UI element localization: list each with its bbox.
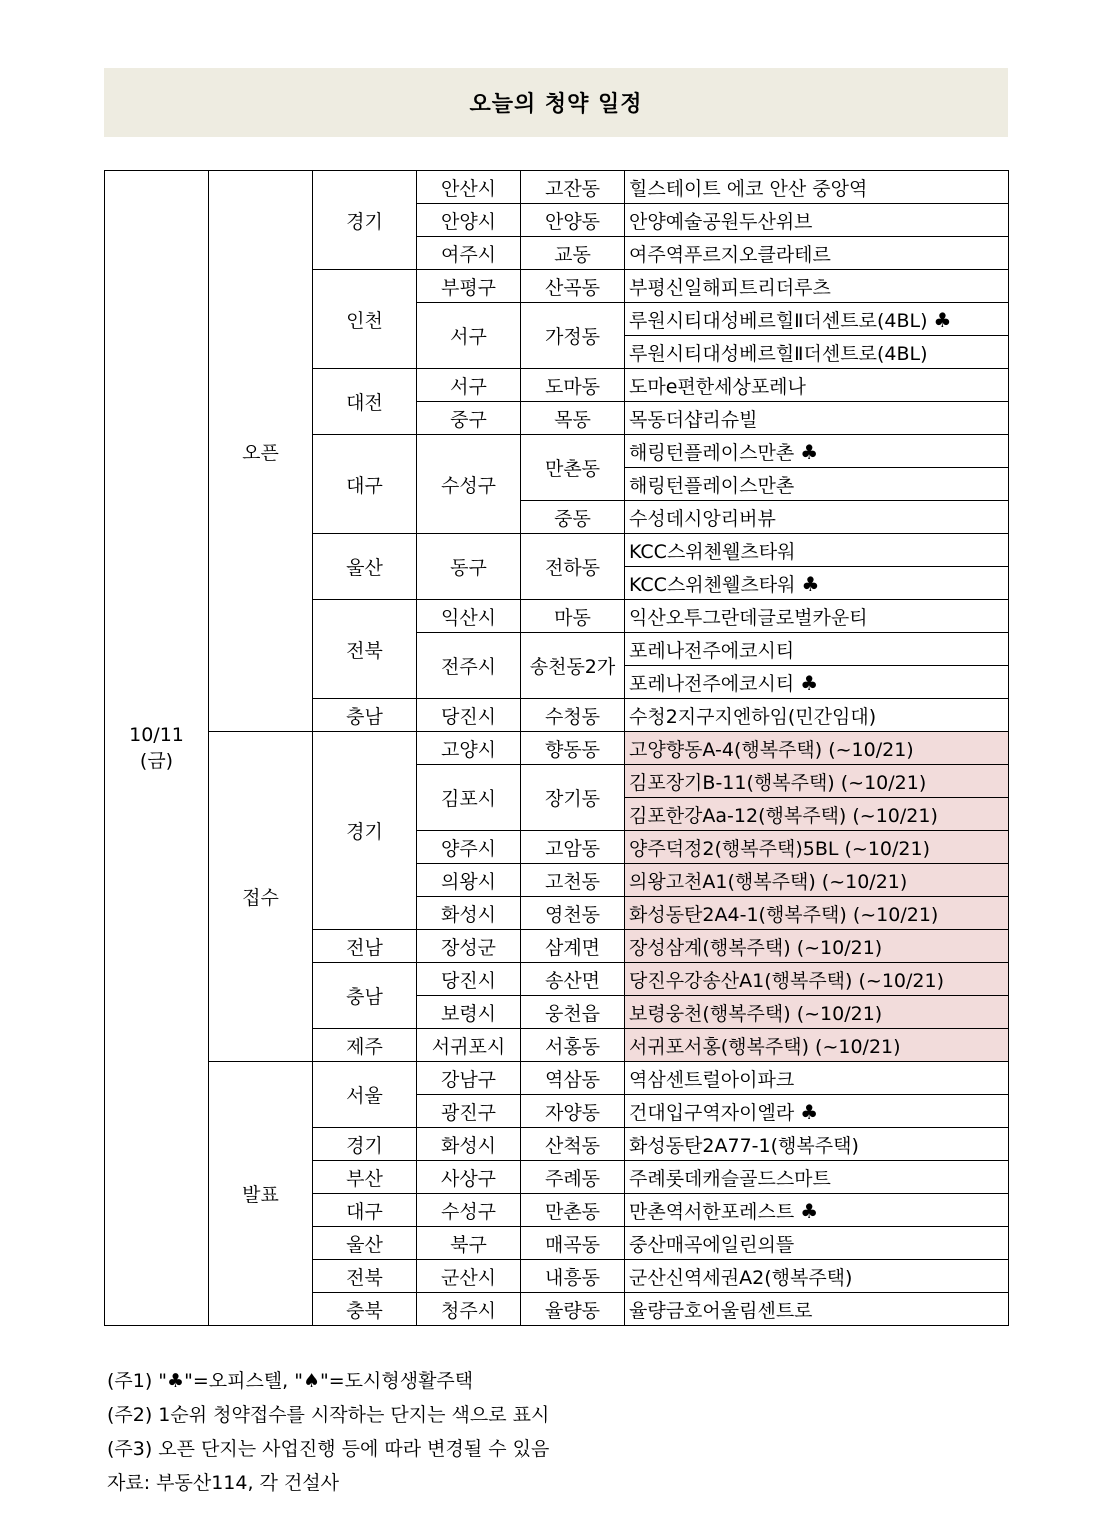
- complex-name-cell: [625, 930, 1009, 963]
- complex-name: 김포한강Aa-12(행복주택) (~10/21): [629, 804, 938, 827]
- city-cell: 김포시: [417, 765, 521, 831]
- city-cell: 서구: [417, 369, 521, 402]
- dong-cell: 안양동: [521, 204, 625, 237]
- dong-cell: 산척동: [521, 1128, 625, 1161]
- dong-cell: 목동: [521, 402, 625, 435]
- dong-cell: 전하동: [521, 534, 625, 600]
- dong-cell: 수청동: [521, 699, 625, 732]
- status-cell: 접수: [209, 732, 313, 1062]
- complex-name-cell: [625, 270, 1009, 303]
- complex-name-cell: [625, 1062, 1009, 1095]
- province-cell: 충북: [313, 1293, 417, 1326]
- complex-name-cell: [625, 1029, 1009, 1062]
- city-cell: 당진시: [417, 963, 521, 996]
- city-cell: 화성시: [417, 897, 521, 930]
- province-cell: 제주: [313, 1029, 417, 1062]
- dong-cell: 향동동: [521, 732, 625, 765]
- table-row: [105, 1062, 1009, 1095]
- province-cell: 경기: [313, 1128, 417, 1161]
- city-cell: 북구: [417, 1227, 521, 1260]
- complex-name: 익산오투그란데글로벌카운티: [629, 606, 868, 629]
- status-cell: 발표: [209, 1062, 313, 1326]
- dong-cell: 삼계면: [521, 930, 625, 963]
- complex-name: 해링턴플레이스만촌: [629, 474, 795, 497]
- province-cell: 전북: [313, 1260, 417, 1293]
- schedule-table: [104, 170, 1009, 1326]
- city-cell: 청주시: [417, 1293, 521, 1326]
- complex-name: 중산매곡에일린의뜰: [629, 1233, 795, 1256]
- complex-name: KCC스위첸웰츠타워: [629, 573, 796, 596]
- complex-name-cell: [625, 1194, 1009, 1227]
- complex-name-cell: [625, 600, 1009, 633]
- city-cell: 동구: [417, 534, 521, 600]
- dong-cell: 서홍동: [521, 1029, 625, 1062]
- city-cell: 장성군: [417, 930, 521, 963]
- city-cell: 부평구: [417, 270, 521, 303]
- complex-name: 만촌역서한포레스트: [629, 1200, 795, 1223]
- city-cell: 광진구: [417, 1095, 521, 1128]
- dong-cell: 마동: [521, 600, 625, 633]
- source-note: 자료: 부동산114, 각 건설사: [107, 1472, 340, 1494]
- complex-name-cell: [625, 336, 1009, 369]
- table-row: [105, 171, 1009, 204]
- city-cell: 고양시: [417, 732, 521, 765]
- notes: [107, 1364, 549, 1500]
- complex-name-cell: [625, 699, 1009, 732]
- complex-name: 여주역푸르지오클라테르: [629, 243, 831, 266]
- dong-cell: 자양동: [521, 1095, 625, 1128]
- dong-cell: 송천동2가: [521, 633, 625, 699]
- officetel-club-icon: ♣: [933, 307, 952, 332]
- complex-name-cell: [625, 369, 1009, 402]
- province-cell: 경기: [313, 171, 417, 270]
- officetel-club-icon: ♣: [800, 1099, 819, 1124]
- province-cell: 경기: [313, 732, 417, 930]
- province-cell: 울산: [313, 534, 417, 600]
- city-cell: 화성시: [417, 1128, 521, 1161]
- dong-cell: 도마동: [521, 369, 625, 402]
- city-cell: 당진시: [417, 699, 521, 732]
- complex-name: 힐스테이트 에코 안산 중앙역: [629, 177, 868, 200]
- city-cell: 중구: [417, 402, 521, 435]
- complex-name-cell: [625, 567, 1009, 600]
- complex-name-cell: [625, 534, 1009, 567]
- province-cell: 충남: [313, 699, 417, 732]
- complex-name-cell: [625, 798, 1009, 831]
- complex-name: 당진우강송산A1(행복주택) (~10/21): [629, 969, 944, 992]
- complex-name-cell: [625, 204, 1009, 237]
- officetel-club-icon: ♣: [800, 670, 819, 695]
- complex-name: 서귀포서홍(행복주택) (~10/21): [629, 1035, 901, 1058]
- complex-name: 군산신역세권A2(행복주택): [629, 1266, 853, 1289]
- complex-name: 안양예술공원두산위브: [629, 210, 813, 233]
- dong-cell: 역삼동: [521, 1062, 625, 1095]
- complex-name-cell: [625, 732, 1009, 765]
- complex-name: 수청2지구지엔하임(민간임대): [629, 705, 877, 728]
- complex-name-cell: [625, 237, 1009, 270]
- city-cell: 서귀포시: [417, 1029, 521, 1062]
- dong-cell: 매곡동: [521, 1227, 625, 1260]
- city-cell: 전주시: [417, 633, 521, 699]
- province-cell: 대전: [313, 369, 417, 435]
- dong-cell: 율량동: [521, 1293, 625, 1326]
- complex-name-cell: [625, 1227, 1009, 1260]
- date-cell: [105, 171, 209, 1326]
- city-cell: 수성구: [417, 1194, 521, 1227]
- complex-name-cell: [625, 303, 1009, 336]
- complex-name: 목동더샵리슈빌: [629, 408, 758, 431]
- complex-name: 보령웅천(행복주택) (~10/21): [629, 1002, 883, 1025]
- province-cell: 전북: [313, 600, 417, 699]
- schedule-body: [105, 171, 1009, 1326]
- complex-name: 포레나전주에코시티: [629, 639, 795, 662]
- complex-name: 부평신일해피트리더루츠: [629, 276, 831, 299]
- table-row: [105, 732, 1009, 765]
- complex-name-cell: [625, 897, 1009, 930]
- complex-name: 건대입구역자이엘라: [629, 1101, 795, 1124]
- officetel-club-icon: ♣: [800, 439, 819, 464]
- weekday-text: (금): [139, 749, 174, 772]
- dong-cell: 송산면: [521, 963, 625, 996]
- complex-name: 화성동탄2A77-1(행복주택): [629, 1134, 859, 1157]
- city-cell: 여주시: [417, 237, 521, 270]
- complex-name-cell: [625, 435, 1009, 468]
- dong-cell: 고잔동: [521, 171, 625, 204]
- title-bar: [104, 68, 1008, 137]
- dong-cell: 내흥동: [521, 1260, 625, 1293]
- complex-name-cell: [625, 666, 1009, 699]
- complex-name: 루원시티대성베르힐Ⅱ더센트로(4BL): [629, 342, 928, 365]
- city-cell: 의왕시: [417, 864, 521, 897]
- complex-name-cell: [625, 1161, 1009, 1194]
- dong-cell: 중동: [521, 501, 625, 534]
- complex-name: KCC스위첸웰츠타워: [629, 540, 796, 563]
- province-cell: 울산: [313, 1227, 417, 1260]
- dong-cell: 영천동: [521, 897, 625, 930]
- city-cell: 안산시: [417, 171, 521, 204]
- city-cell: 양주시: [417, 831, 521, 864]
- province-cell: 서울: [313, 1062, 417, 1128]
- complex-name-cell: [625, 765, 1009, 798]
- complex-name: 수성데시앙리버뷰: [629, 507, 776, 530]
- complex-name-cell: [625, 468, 1009, 501]
- complex-name: 도마e편한세상포레나: [629, 375, 806, 398]
- province-cell: 대구: [313, 1194, 417, 1227]
- dong-cell: 고천동: [521, 864, 625, 897]
- complex-name-cell: [625, 1293, 1009, 1326]
- officetel-club-icon: ♣: [801, 571, 820, 596]
- city-cell: 서구: [417, 303, 521, 369]
- province-cell: 충남: [313, 963, 417, 1029]
- complex-name-cell: [625, 1095, 1009, 1128]
- complex-name: 주례롯데캐슬골드스마트: [629, 1167, 831, 1190]
- complex-name-cell: [625, 171, 1009, 204]
- complex-name-cell: [625, 1260, 1009, 1293]
- city-cell: 사상구: [417, 1161, 521, 1194]
- note-2: (주2) 1순위 청약접수를 시작하는 단지는 색으로 표시: [107, 1404, 550, 1426]
- city-cell: 수성구: [417, 435, 521, 534]
- note-1: (주1) "♣"=오피스텔, "♠"=도시형생활주택: [107, 1370, 474, 1392]
- complex-name: 율량금호어울림센트로: [629, 1299, 813, 1322]
- dong-cell: 장기동: [521, 765, 625, 831]
- complex-name-cell: [625, 501, 1009, 534]
- city-cell: 군산시: [417, 1260, 521, 1293]
- dong-cell: 주례동: [521, 1161, 625, 1194]
- complex-name: 의왕고천A1(행복주택) (~10/21): [629, 870, 908, 893]
- complex-name-cell: [625, 1128, 1009, 1161]
- complex-name-cell: [625, 402, 1009, 435]
- province-cell: 부산: [313, 1161, 417, 1194]
- complex-name-cell: [625, 996, 1009, 1029]
- date-text: 10/11: [129, 723, 184, 746]
- dong-cell: 교동: [521, 237, 625, 270]
- complex-name-cell: [625, 963, 1009, 996]
- complex-name: 루원시티대성베르힐Ⅱ더센트로(4BL): [629, 309, 928, 332]
- complex-name: 장성삼계(행복주택) (~10/21): [629, 936, 883, 959]
- complex-name: 양주덕정2(행복주택)5BL (~10/21): [629, 837, 930, 860]
- province-cell: 인천: [313, 270, 417, 369]
- complex-name-cell: [625, 864, 1009, 897]
- city-cell: 안양시: [417, 204, 521, 237]
- province-cell: 전남: [313, 930, 417, 963]
- dong-cell: 웅천읍: [521, 996, 625, 1029]
- city-cell: 익산시: [417, 600, 521, 633]
- city-cell: 보령시: [417, 996, 521, 1029]
- officetel-club-icon: ♣: [800, 1198, 819, 1223]
- page-title: 오늘의 청약 일정: [469, 92, 643, 117]
- dong-cell: 고암동: [521, 831, 625, 864]
- complex-name: 포레나전주에코시티: [629, 672, 795, 695]
- dong-cell: 만촌동: [521, 1194, 625, 1227]
- complex-name: 화성동탄2A4-1(행복주택) (~10/21): [629, 903, 939, 926]
- dong-cell: 가정동: [521, 303, 625, 369]
- dong-cell: 만촌동: [521, 435, 625, 501]
- complex-name: 해링턴플레이스만촌: [629, 441, 795, 464]
- note-3: (주3) 오픈 단지는 사업진행 등에 따라 변경될 수 있음: [107, 1438, 550, 1460]
- status-cell: 오픈: [209, 171, 313, 732]
- dong-cell: 산곡동: [521, 270, 625, 303]
- complex-name: 고양향동A-4(행복주택) (~10/21): [629, 738, 914, 761]
- complex-name: 역삼센트럴아이파크: [629, 1068, 795, 1091]
- city-cell: 강남구: [417, 1062, 521, 1095]
- complex-name-cell: [625, 633, 1009, 666]
- province-cell: 대구: [313, 435, 417, 534]
- complex-name: 김포장기B-11(행복주택) (~10/21): [629, 771, 927, 794]
- complex-name-cell: [625, 831, 1009, 864]
